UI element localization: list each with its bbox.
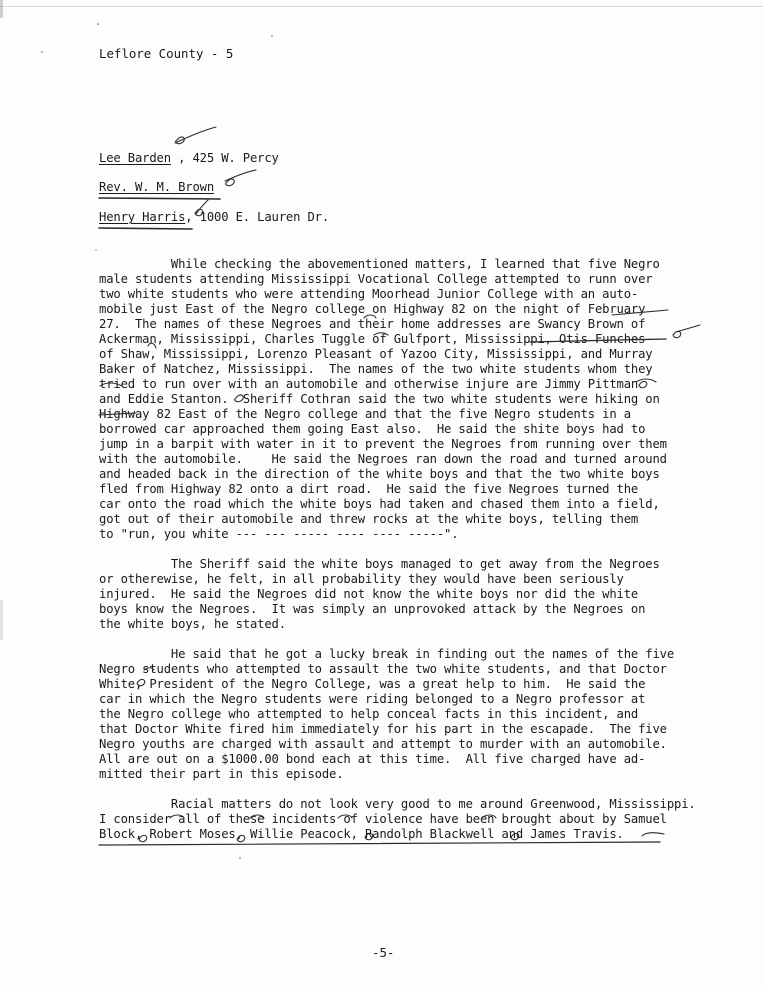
p1-line: male students attending Mississippi Vocational College attempted to runn over [99,272,653,286]
ink-speck [95,249,96,250]
annotation-mark [99,842,660,845]
p3-line: car in which the Negro students were riding belonged to a Negro professor at [99,692,646,706]
p1-line: with the automobile. He said the Negroes ran down the road and turned around [99,452,667,466]
p1-line: and headed back in the direction of the white boys and that the two white boys [99,467,660,481]
p1-line: Ackerman, Mississippi, Charles Tuggle of Gulfport, Mississippi, Otis Funches [99,332,646,346]
p1-line: Baker of Natchez, Mississippi. The names of the two white students whom they [99,362,653,376]
name-1-address: , 425 W. Percy [170,151,279,165]
p2-line: or otherewise, he felt, in all probability they would have been seriously [99,572,624,586]
annotation-mark [636,379,656,388]
annotation-mark [642,833,664,836]
p1-line: 27. The names of these Negroes and their home addresses are Swancy Brown of [99,317,646,331]
p3-line: Negro students who attempted to assault the two white students, and that Doctor [99,662,667,676]
annotation-mark [176,137,185,144]
ink-speck [239,857,240,858]
name-3-address: , 1000 E. Lauren Dr. [185,210,329,224]
ink-speck [41,51,42,52]
name-line-1 [99,151,279,166]
edge-mark [0,0,3,990]
p3-line: the Negro college who attempted to help conceal facts in this incident, and [99,707,639,721]
annotation-mark [99,198,220,199]
p2-line: boys know the Negroes. It was simply an unprovoked attack by the Negroes on [99,602,646,616]
name-line-2 [99,180,214,195]
page-number: -5- [372,945,395,960]
p4-line: I consider all of these incidents of violence have been brought about by Samuel [99,812,667,826]
annotation-mark [673,331,681,337]
p1-line: to "run, you white --- --- ----- ---- ---- -----". [99,527,459,541]
p3-line: White, President of the Negro College, was a great help to him. He said the [99,677,646,691]
p3-line: All are out on a $1000.00 bond each at this time. All five charged have ad- [99,752,646,766]
annotation-mark [99,228,192,229]
annotation-mark [226,179,235,186]
p1-line: got out of their automobile and threw rocks at the white boys, telling them [99,512,639,526]
p1-line: mobile just East of the Negro college on Highway 82 on the night of February [99,302,646,316]
p2-line: The Sheriff said the white boys managed to get away from the Negroes [99,557,660,571]
p1-line: Highway 82 East of the Negro college and that the five Negro students in a [99,407,631,421]
ink-speck [271,35,272,36]
p1-line: borrowed car approached them going East also. He said the shite boys had to [99,422,646,436]
name-3: Henry Harris [99,210,186,224]
p1-line: tried to run over with an automobile and otherwise injure are Jimmy Pittman [99,377,639,391]
p1-line: of Shaw, Mississippi, Lorenzo Pleasant of Yazoo City, Mississippi, and Murray [99,347,653,361]
top-rule [0,6,763,7]
p1-line: fled from Highway 82 onto a dirt road. He said the five Negroes turned the [99,482,639,496]
ink-speck [97,23,99,25]
p4-line: Block, Robert Moses, Willie Peacock, Randolph Blackwell and James Travis. [99,827,624,841]
p4-line: Racial matters do not look very good to me around Greenwood, Mississippi. [99,797,696,811]
p3-line: that Doctor White fired him immediately for his part in the escapade. The five [99,722,667,736]
p2-line: the white boys, he stated. [99,617,286,631]
annotation-mark [225,170,256,181]
p1-line: and Eddie Stanton. Sheriff Cothran said the two white students were hiking on [99,392,660,406]
p2-line: injured. He said the Negroes did not know the white boys nor did the white [99,587,639,601]
p1-line: two white students who were attending Moorhead Junior College with an auto- [99,287,639,301]
p1-line: jump in a barpit with water in it to prevent the Negroes from running over them [99,437,667,451]
page-header: Leflore County - 5 [99,46,234,61]
p1-line: car onto the road which the white boys had taken and chased them into a field, [99,497,660,511]
p3-line: mitted their part in this episode. [99,767,344,781]
p1-line: While checking the abovementioned matters, I learned that five Negro [99,257,660,271]
name-1: Lee Barden [99,151,171,165]
annotation-mark [175,127,216,143]
annotation-mark [676,325,700,332]
name-line-3 [99,210,329,225]
name-2: Rev. W. M. Brown [99,180,214,194]
p3-line: He said that he got a lucky break in finding out the names of the five [99,647,674,661]
p3-line: Negro youths are charged with assault and attempt to murder with an automobile. [99,737,667,751]
